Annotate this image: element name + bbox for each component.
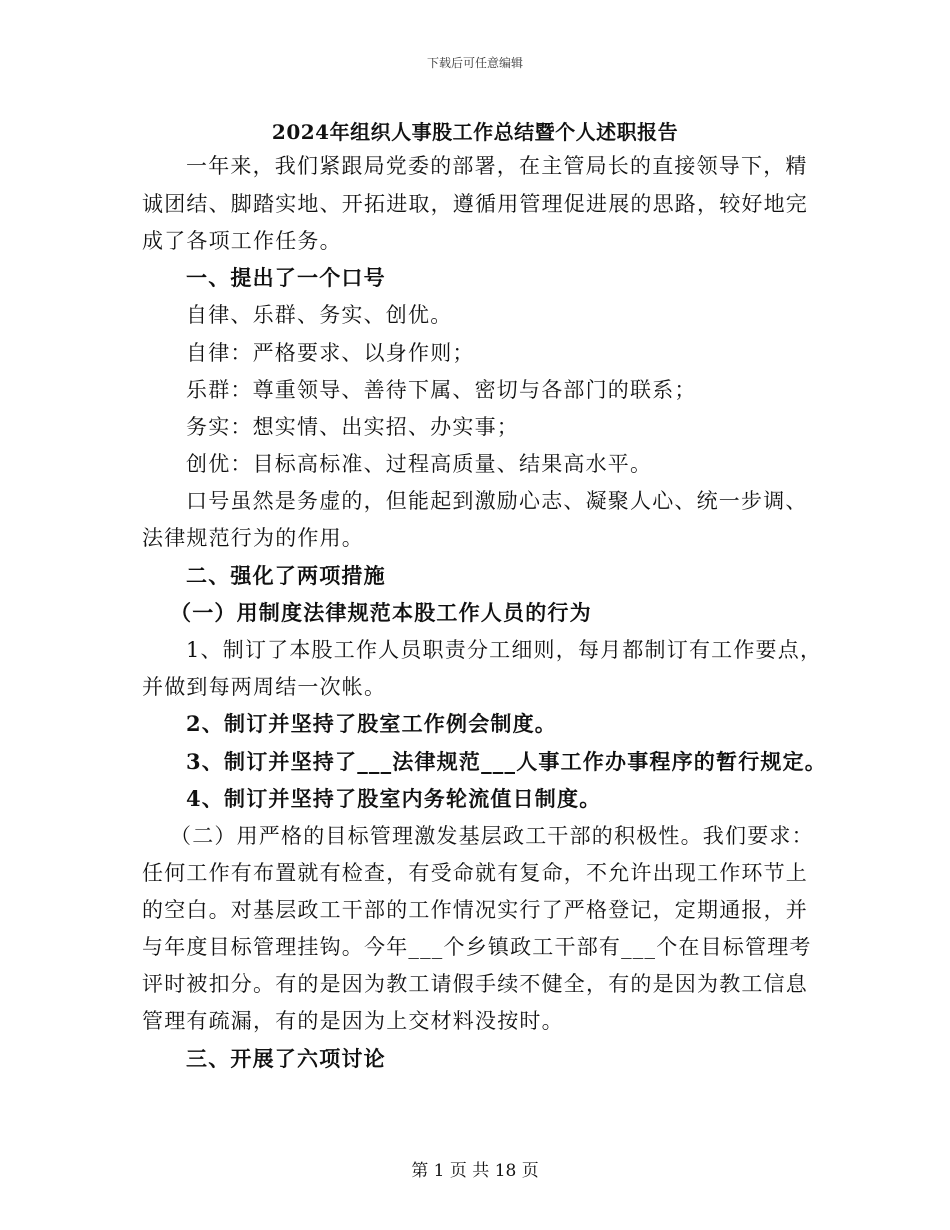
paragraph-line: 并做到每两周结一次帐。 [142,675,387,699]
paragraph-line: 自律、乐群、务实、创优。 [186,303,453,327]
list-item: 3、制订并坚持了___法律规范___人事工作办事程序的暂行规定。 [186,749,828,774]
paragraph-line: 成了各项工作任务。 [142,229,342,253]
document-title: 2024年组织人事股工作总结暨个人述职报告 [271,120,679,144]
subsection-heading-2: （二）用严格的目标管理激发基层政工干部的积极性。我们要求： [170,824,814,848]
paragraph-line: 与年度目标管理挂钩。今年___个乡镇政工干部有___个在目标管理考 [142,935,812,959]
paragraph-line: 管理有疏漏，有的是因为上交材料没按时。 [142,1009,564,1033]
paragraph-line: 1、制订了本股工作人员职责分工细则，每月都制订有工作要点， [186,638,823,662]
page-number: 第 1 页 共 18 页 [411,1161,539,1181]
paragraph-line: 务实：想实情、出实招、办实事； [186,415,519,439]
section-heading-3: 三、开展了六项讨论 [186,1046,386,1071]
paragraph-line: 任何工作有布置就有检查，有受命就有复命，不允许出现工作环节上 [142,861,808,885]
paragraph-line: 诚团结、脚踏实地、开拓进取，遵循用管理促进展的思路，较好地完 [142,192,808,216]
section-heading-2: 二、强化了两项措施 [186,563,386,588]
paragraph-line: 评时被扣分。有的是因为教工请假手续不健全，有的是因为教工信息 [142,972,808,996]
paragraph-line: 口号虽然是务虚的，但能起到激励心志、凝聚人心、统一步调、 [186,489,808,513]
paragraph-line: 法律规范行为的作用。 [142,526,364,550]
paragraph-line: 的空白。对基层政工干部的工作情况实行了严格登记，定期通报，并 [142,898,808,922]
list-item: 4、制订并坚持了股室内务轮流值日制度。 [186,786,602,811]
section-heading-1: 一、提出了一个口号 [186,265,386,290]
list-item: 2、制订并坚持了股室工作例会制度。 [186,711,558,736]
subsection-heading-1: （一）用制度法律规范本股工作人员的行为 [170,600,592,625]
paragraph-line: 一年来，我们紧跟局党委的部署，在主管局长的直接领导下，精 [186,154,808,178]
paragraph-line: 创优：目标高标准、过程高质量、结果高水平。 [186,452,653,476]
page-header-note: 下载后可任意编辑 [426,56,523,70]
paragraph-line: 乐群：尊重领导、善待下属、密切与各部门的联系； [186,378,697,402]
paragraph-line: 自律：严格要求、以身作则； [186,341,475,365]
